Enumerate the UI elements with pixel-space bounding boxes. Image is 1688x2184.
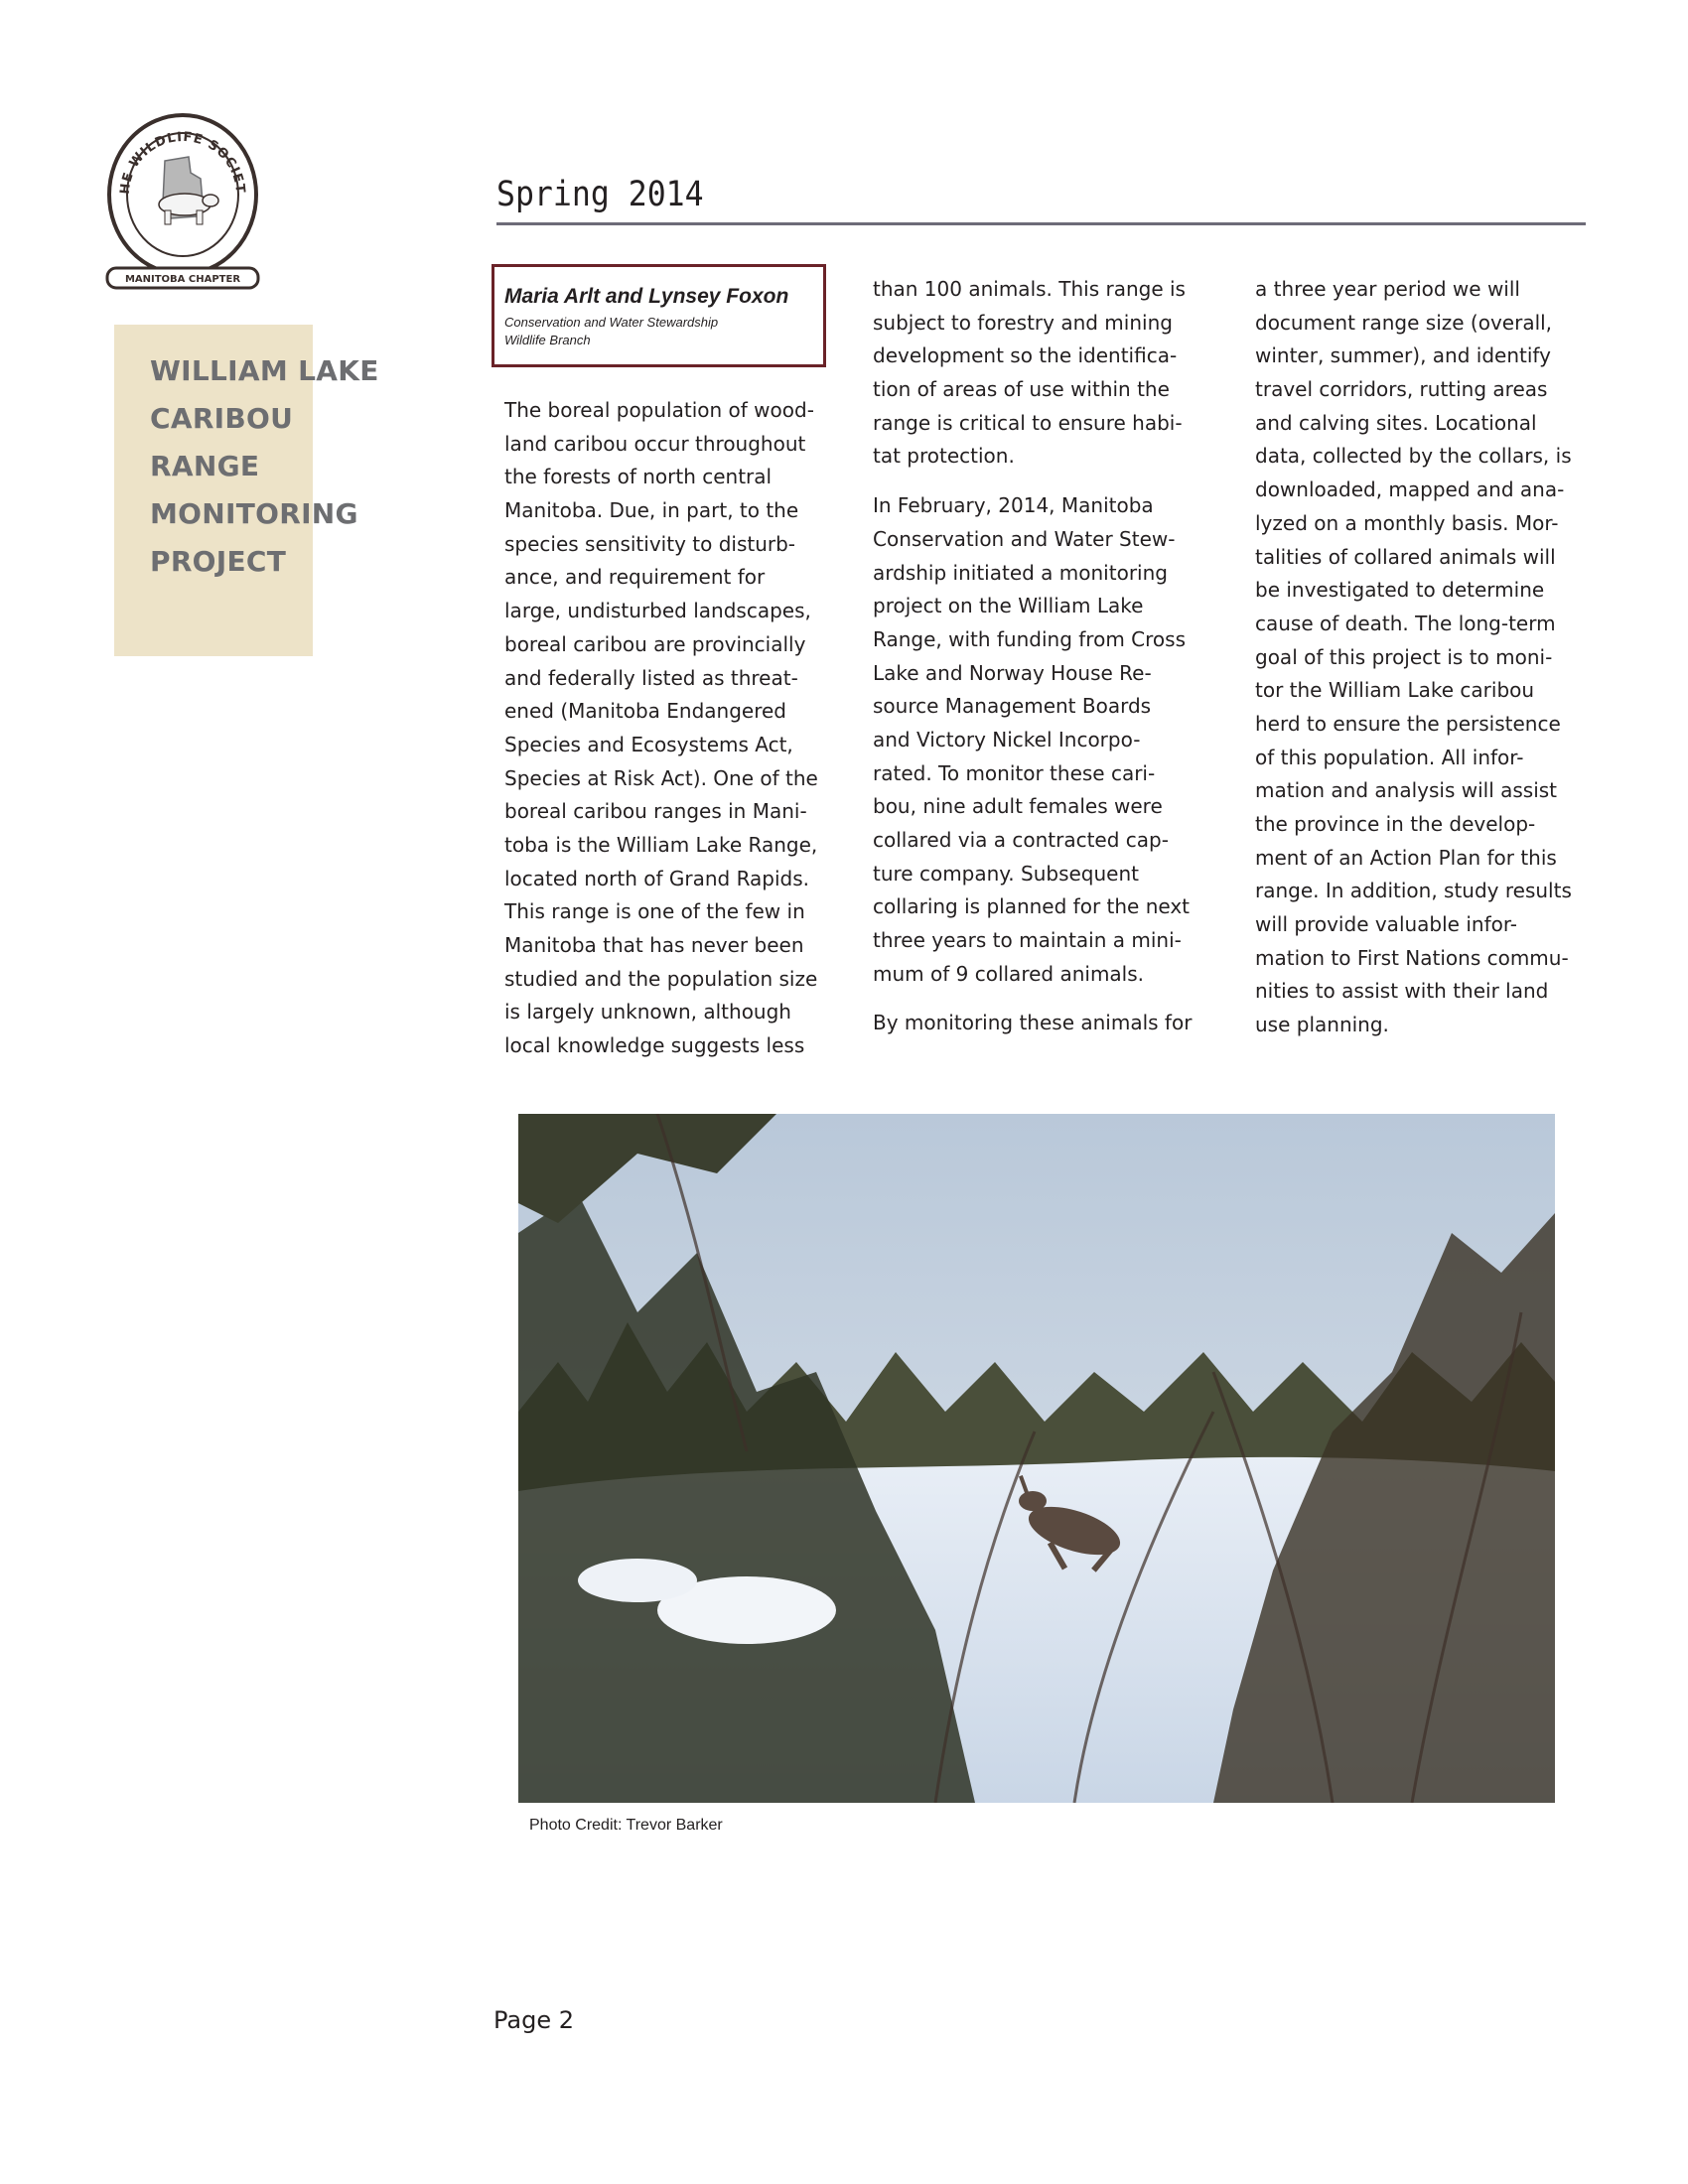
article-text-line: subject to forestry and mining bbox=[873, 310, 1173, 335]
article-text-line: use planning. bbox=[1255, 1013, 1389, 1037]
article-text-line: the province in the develop- bbox=[1255, 812, 1536, 836]
article-text-line: mation to First Nations commu- bbox=[1255, 945, 1569, 970]
article-text-line: Lake and Norway House Re- bbox=[873, 660, 1152, 685]
article-text-line: ment of an Action Plan for this bbox=[1255, 845, 1557, 870]
article-text-line: will provide valuable infor- bbox=[1255, 912, 1518, 937]
author-names: Maria Arlt and Lynsey Foxon bbox=[504, 285, 789, 308]
article-title-line: PROJECT bbox=[150, 545, 287, 578]
article-text-line: The boreal population of wood- bbox=[504, 398, 814, 422]
article-text-line: travel corridors, rutting areas bbox=[1255, 377, 1548, 402]
article-text-line: collared via a contracted cap- bbox=[873, 828, 1169, 852]
article-text-line: winter, summer), and identify bbox=[1255, 343, 1551, 368]
article-text-line: bou, nine adult females were bbox=[873, 794, 1163, 819]
article-title bbox=[150, 347, 379, 586]
caribou-photo bbox=[518, 1114, 1555, 1803]
article-text-line: nities to assist with their land bbox=[1255, 979, 1549, 1004]
caribou-photo-illustration bbox=[518, 1114, 1555, 1803]
svg-text:THE WILDLIFE SOCIETY: HE WILDLIFE SOCIET bbox=[117, 129, 248, 196]
article-text-line: data, collected by the collars, is bbox=[1255, 444, 1572, 469]
article-text-line: and federally listed as threat- bbox=[504, 665, 798, 690]
article-text-line: ened (Manitoba Endangered bbox=[504, 699, 786, 724]
article-text-line: ardship initiated a monitoring bbox=[873, 560, 1168, 585]
article-text-line: lyzed on a monthly basis. Mor- bbox=[1255, 510, 1559, 535]
article-column-2 bbox=[873, 273, 1192, 1040]
article-text-line: Manitoba. Due, in part, to the bbox=[504, 498, 799, 523]
article-text-line: range. In addition, study results bbox=[1255, 879, 1572, 903]
article-text-line: Species at Risk Act). One of the bbox=[504, 765, 818, 790]
article-text-line: talities of collared animals will bbox=[1255, 544, 1556, 569]
article-title-line: CARIBOU bbox=[150, 402, 294, 435]
article-text-line: tion of areas of use within the bbox=[873, 377, 1170, 402]
header-divider bbox=[496, 222, 1586, 225]
article-text-line: and Victory Nickel Incorpo- bbox=[873, 727, 1141, 751]
page-number: Page 2 bbox=[493, 2006, 574, 2034]
article-text-line: mum of 9 collared animals. bbox=[873, 961, 1145, 986]
author-affiliation bbox=[504, 314, 823, 349]
byline-box bbox=[492, 264, 826, 367]
article-text-line: boreal caribou ranges in Mani- bbox=[504, 799, 807, 824]
article-text-line: Species and Ecosystems Act, bbox=[504, 732, 793, 756]
paragraph-gap bbox=[873, 991, 1192, 1007]
article-text-line: tat protection. bbox=[873, 444, 1015, 469]
article-text-line: be investigated to determine bbox=[1255, 578, 1545, 603]
article-text-line: source Management Boards bbox=[873, 694, 1152, 719]
article-column-3 bbox=[1255, 273, 1572, 1042]
article-text-line: range is critical to ensure habi- bbox=[873, 410, 1183, 435]
article-text-line: downloaded, mapped and ana- bbox=[1255, 478, 1565, 502]
article-text-line: In February, 2014, Manitoba bbox=[873, 493, 1154, 518]
article-text-line: and calving sites. Locational bbox=[1255, 410, 1537, 435]
article-text-line: ture company. Subsequent bbox=[873, 861, 1139, 886]
article-text-line: development so the identifica- bbox=[873, 343, 1178, 368]
article-text-line: toba is the William Lake Range, bbox=[504, 832, 818, 857]
article-text-line: goal of this project is to moni- bbox=[1255, 644, 1553, 669]
article-text-line: This range is one of the few in bbox=[504, 899, 805, 924]
affiliation-line: Conservation and Water Stewardship bbox=[504, 315, 719, 330]
article-text-line: cause of death. The long-term bbox=[1255, 611, 1556, 635]
article-text-line: ance, and requirement for bbox=[504, 565, 766, 590]
article-text-line: By monitoring these animals for bbox=[873, 1011, 1193, 1035]
article-text-line: large, undisturbed landscapes, bbox=[504, 599, 811, 623]
article-title-line: RANGE bbox=[150, 450, 260, 482]
article-text-line: boreal caribou are provincially bbox=[504, 631, 806, 656]
article-title-line: MONITORING bbox=[150, 497, 358, 530]
article-text-line: of this population. All infor- bbox=[1255, 745, 1524, 769]
article-text-line: rated. To monitor these cari- bbox=[873, 760, 1156, 785]
wildlife-society-logo bbox=[103, 107, 262, 292]
article-text-line: herd to ensure the persistence bbox=[1255, 711, 1561, 736]
affiliation-line: Wildlife Branch bbox=[504, 333, 591, 347]
issue-season: Spring 2014 bbox=[496, 175, 704, 214]
article-text-line: project on the William Lake bbox=[873, 594, 1144, 618]
article-text-line: document range size (overall, bbox=[1255, 310, 1553, 335]
article-text-line: the forests of north central bbox=[504, 465, 773, 489]
logo-emblem bbox=[103, 107, 262, 292]
article-text-line: studied and the population size bbox=[504, 966, 818, 991]
article-text-line: Manitoba that has never been bbox=[504, 933, 804, 957]
article-text-line: three years to maintain a mini- bbox=[873, 928, 1182, 953]
article-text-line: mation and analysis will assist bbox=[1255, 778, 1558, 803]
article-text-line: located north of Grand Rapids. bbox=[504, 866, 810, 890]
article-column-1 bbox=[504, 394, 818, 1063]
article-text-line: than 100 animals. This range is bbox=[873, 277, 1186, 301]
article-text-line: is largely unknown, although bbox=[504, 1000, 791, 1024]
svg-text:MANITOBA CHAPTER: MANITOBA CHAPTER bbox=[124, 274, 241, 285]
article-text-line: local knowledge suggests less bbox=[504, 1033, 805, 1058]
article-text-line: Range, with funding from Cross bbox=[873, 626, 1186, 651]
article-text-line: collaring is planned for the next bbox=[873, 894, 1191, 919]
article-title-line: WILLIAM LAKE bbox=[150, 354, 379, 387]
article-text-line: species sensitivity to disturb- bbox=[504, 531, 796, 556]
article-text-line: a three year period we will bbox=[1255, 277, 1520, 301]
article-text-line: land caribou occur throughout bbox=[504, 431, 806, 456]
article-text-line: tor the William Lake caribou bbox=[1255, 678, 1535, 703]
paragraph-gap bbox=[873, 474, 1192, 489]
article-text-line: Conservation and Water Stew- bbox=[873, 526, 1176, 551]
photo-credit: Photo Credit: Trevor Barker bbox=[529, 1817, 723, 1834]
